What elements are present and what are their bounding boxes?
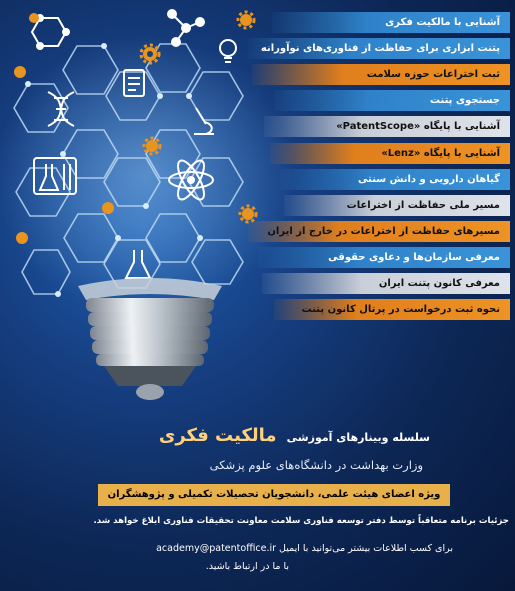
topic-item: معرفی سازمان‌ها و دعاوی حقوقی	[258, 247, 510, 268]
title-subtitle: سلسله وبینارهای آموزشی	[286, 431, 430, 444]
contact-prefix: برای کسب اطلاعات بیشتر می‌توانید با ایمیل	[279, 543, 453, 554]
topic-item: جستجوی پتنت	[274, 90, 510, 111]
topic-item: گیاهان دارویی و دانش سنتی	[280, 169, 510, 190]
topic-item: آشنایی با مالکیت فکری	[272, 12, 510, 33]
contact-line	[156, 543, 453, 554]
title-line	[159, 425, 430, 446]
page-title: مالکیت فکری	[158, 425, 277, 446]
topic-item: پتنت ابزاری برای حفاظت از فناوری‌های نوآورانه	[248, 38, 510, 59]
topic-item: مسیرهای حفاظت از اختراعات در خارج از ایران	[248, 221, 510, 242]
contact-closing: با ما در ارتباط باشید.	[205, 561, 289, 572]
topic-item: مسیر ملی حفاظت از اختراعات	[284, 195, 510, 216]
topic-item: معرفی کانون پتنت ایران	[262, 273, 510, 294]
topic-item: ثبت اختراعات حوزه سلامت	[252, 64, 510, 85]
topic-item: نحوه ثبت درخواست در پرتال کانون پتنت	[274, 299, 510, 320]
topic-item: آشنایی با پایگاه «Lenz»	[270, 143, 510, 164]
contact-email[interactable]: academy@patentoffice.ir	[156, 543, 277, 554]
topic-item: آشنایی با پایگاه «PatentScope»	[264, 116, 510, 137]
audience-banner: ویژه اعضای هیئت علمی، دانشجویان تحصیلات تکمیلی و پژوهشگران	[98, 484, 450, 506]
ministry-line: وزارت بهداشت در دانشگاه‌های علوم پزشکی	[209, 458, 423, 472]
details-note: جزئیات برنامه متعاقباً توسط دفتر توسعه فناوری سلامت معاونت تحقیقات فناوری ابلاغ خواهد شد.	[93, 516, 509, 526]
